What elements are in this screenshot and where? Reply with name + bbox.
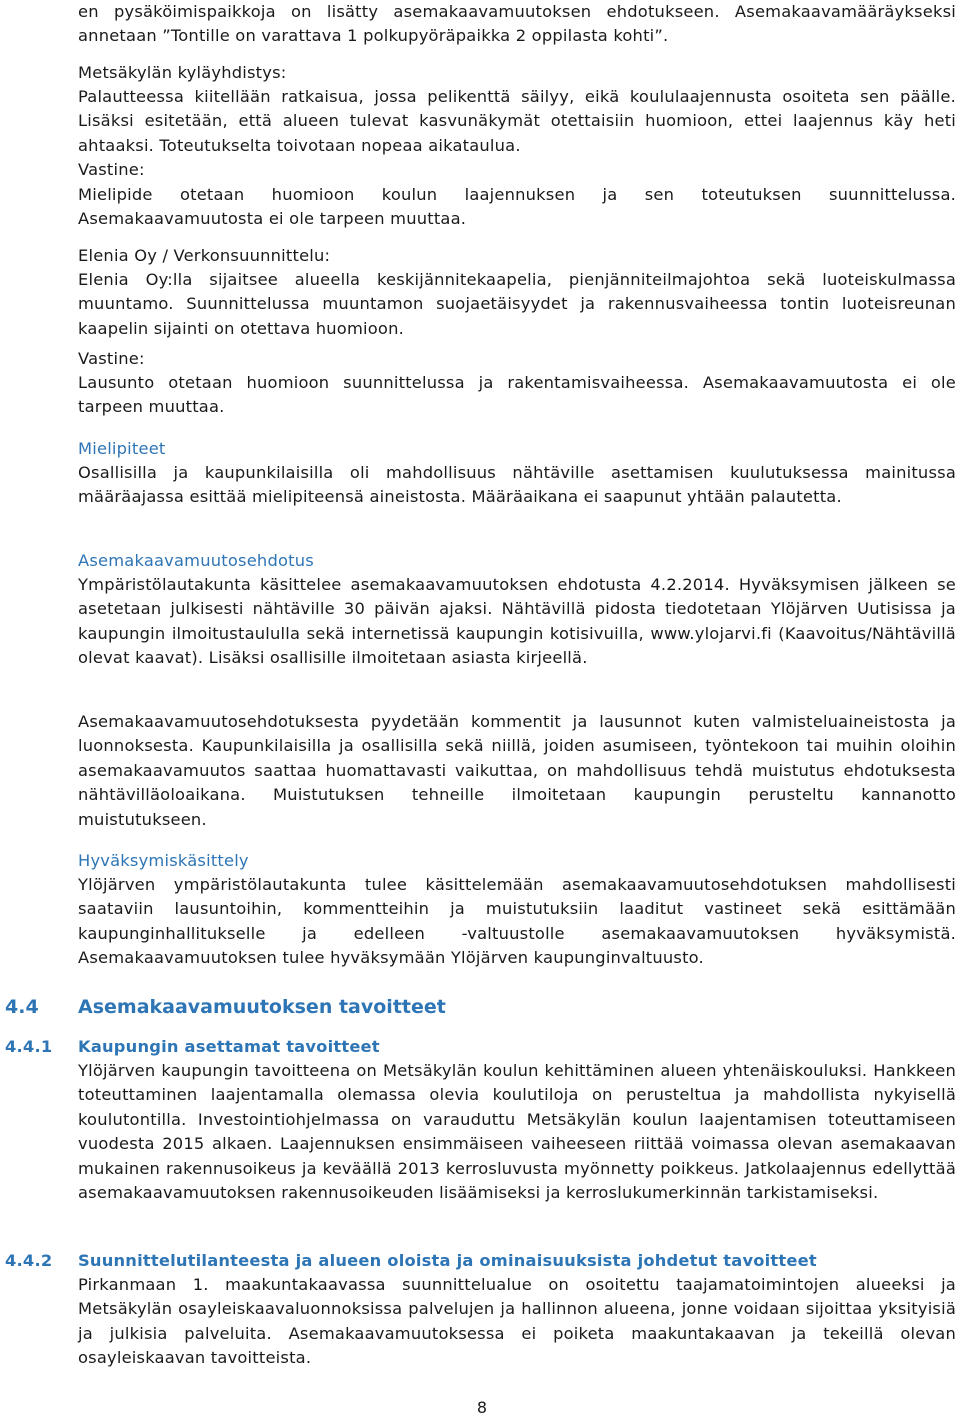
page-number: 8 [476,1398,488,1417]
section-heading-4-4-1 [5,1035,380,1059]
section-4-4-2-text: Pirkanmaan 1. maakuntakaavassa suunnittelualue on osoitettu taajamatoimintojen alueeksi ja Metsäkylän osayleiskaavaluonnoksissa palvelujen ja hallinnon alueena, jonne voidaan sijoittaa yksityisiä ja julkisia palveluita. Asemakaavamuutoksessa ei poiketa maakuntakaavan ja tekeillä olevan osayleiskaavan tavoitteista. [78,1275,956,1368]
paragraph-intro: en pysäköimispaikkoja on lisätty asemakaavamuutoksen ehdotukseen. Asemakaavamääräykseksi annetaan ”Tontille on varattava 1 polkupyöräpaikka 2 oppilasta kohti”. [78,2,956,46]
section-title: Suunnittelutilanteesta ja alueen oloista ja ominaisuuksista johdetut tavoitteet [78,1251,817,1270]
section-4-4-1-text: Ylöjärven kaupungin tavoitteena on Metsäkylän koulun kehittäminen alueen yhtenäiskouluksi. Hankkeen toteuttaminen laajentamalla olemassa olevia koulutiloja on perusteltua ja mahdollista nykyisellä koulutontilla. Investointiohjelmassa on varauduttu Metsäkylän koulun laajentamisen toteuttamiseen vuodesta 2015 alkaen. Laajennuksen ensimmäiseen vaiheeseen riittää voimassa olevan asemakaavan mukainen rakennusoikeus ja keväällä 2013 kerrosluvusta myönnetty poikkeus. Jatkolaajennus edellyttää asemakaavamuutoksen rakennusoikeuden lisäämiseksi ja kerroslukumerkinnän tarkistamiseksi. [78,1061,956,1203]
elenia-text: Elenia Oy:lla sijaitsee alueella keskijännitekaapelia, pienjänniteilmajohtoa sekä luoteiskulmassa muuntamo. Suunnittelussa muuntamon suojaetäisyydet ja rakennusvaiheessa tontin luoteisreunan kaapelin sijainti on otettava huomioon. [78,270,956,338]
section-heading-4-4-2 [5,1249,817,1273]
heading-hyvaksymiskasittely: Hyväksymiskäsittely [78,851,249,870]
section-title: Asemakaavamuutoksen tavoitteet [78,996,446,1018]
vastine1-label: Vastine: [78,160,145,179]
heading-mielipiteet: Mielipiteet [78,439,166,458]
vastine2-text: Lausunto otetaan huomioon suunnittelussa ja rakentamisvaiheessa. Asemakaavamuutosta ei ole tarpeen muuttaa. [78,373,956,417]
section-title: Kaupungin asettamat tavoitteet [78,1037,380,1056]
metsakyla-label: Metsäkylän kyläyhdistys: [78,63,287,82]
heading-asemakaavamuutosehdotus: Asemakaavamuutosehdotus [78,551,314,570]
elenia-label: Elenia Oy / Verkonsuunnittelu: [78,246,331,265]
vastine1-text: Mielipide otetaan huomioon koulun laajennuksen ja sen toteutuksen suunnittelussa. Asemakaavamuutosta ei ole tarpeen muuttaa. [78,185,956,229]
section-heading-4-4 [5,994,446,1020]
section-number: 4.4 [5,996,39,1018]
mielipiteet-text: Osallisilla ja kaupunkilaisilla oli mahdollisuus nähtäville asettamisen kuulutuksessa mainitussa määräajassa esittää mielipiteensä aineistosta. Määräaikana ei saapunut yhtään palautetta. [78,463,956,507]
metsakyla-text: Palautteessa kiitellään ratkaisua, jossa pelikenttä säilyy, eikä koululaajennusta osoiteta sen päälle. Lisäksi esitetään, että alueen tulevat kasvunäkymät otettaisiin huomioon, ettei laajennus käy heti ahtaaksi. Toteutukselta toivotaan nopeaa aikataulua. [78,87,956,155]
ehdotus-text-1: Ympäristölautakunta käsittelee asemakaavamuutoksen ehdotusta 4.2.2014. Hyväksymisen jälkeen se asetetaan julkisesti nähtäville 30 päivän ajaksi. Nähtävillä pidosta tiedotetaan Ylöjärven Uutisissa ja kaupungin ilmoitustaululla sekä internetissä kaupungin kotisivuilla, www.ylojarvi.fi (Kaavoitus/Nähtävillä olevat kaavat). Lisäksi osallisille ilmoitetaan asiasta kirjeellä. [78,575,956,668]
ehdotus-text-2: Asemakaavamuutosehdotuksesta pyydetään kommentit ja lausunnot kuten valmisteluaineistosta ja luonnoksesta. Kaupunkilaisilla ja osallisilla sekä niillä, joiden asumiseen, työntekoon tai muihin oloihin asemakaavamuutos saattaa huomattavasti vaikuttaa, on mahdollisuus tehdä muistutus ehdotuksesta nähtävilläoloaikana. Muistutuksen tehneille ilmoitetaan kaupungin perusteltu kannanotto muistutukseen. [78,712,956,829]
section-number: 4.4.2 [5,1251,53,1270]
section-number: 4.4.1 [5,1037,53,1056]
vastine2-label: Vastine: [78,349,145,368]
hyvaksymis-text: Ylöjärven ympäristölautakunta tulee käsittelemään asemakaavamuutosehdotuksen mahdollisesti saataviin lausuntoihin, kommentteihin ja muistutuksiin laaditut vastineet sekä esittämään kaupunginhallitukselle ja edelleen -valtuustolle asemakaavamuutoksen hyväksymistä. Asemakaavamuutoksen tulee hyväksymään Ylöjärven kaupunginvaltuusto. [78,875,956,968]
